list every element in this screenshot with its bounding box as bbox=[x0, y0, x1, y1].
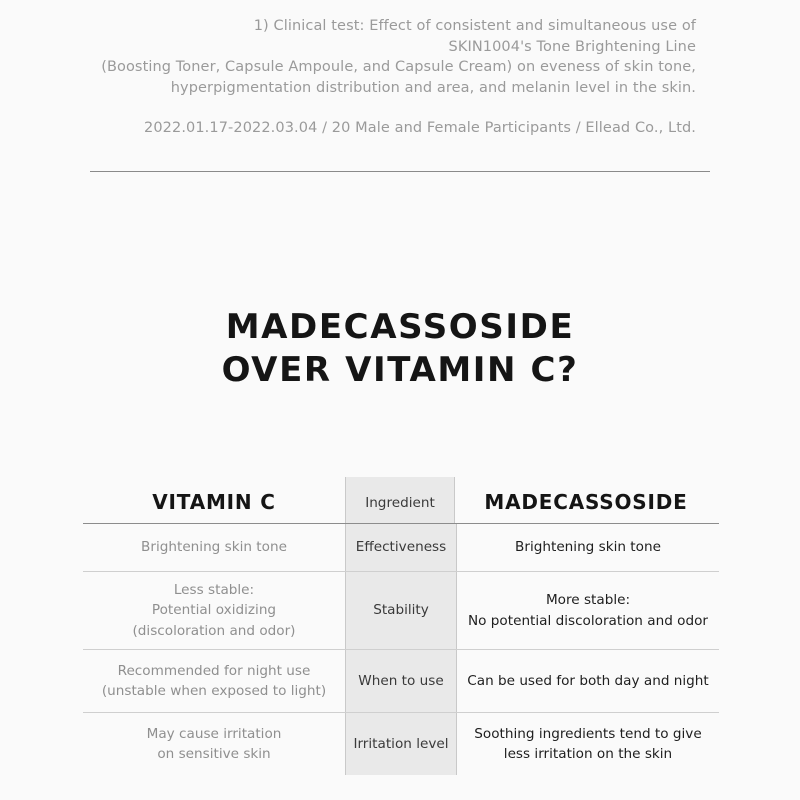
section-divider bbox=[90, 171, 710, 172]
attribute-cell: Irritation level bbox=[345, 713, 457, 775]
page-headline bbox=[0, 306, 800, 392]
table-row-effectiveness bbox=[83, 524, 719, 572]
cell-text: Soothing ingredients tend to give bbox=[474, 725, 702, 742]
madecassoside-cell bbox=[457, 713, 719, 775]
comparison-table bbox=[83, 477, 719, 775]
cell-text: Less stable: bbox=[173, 581, 255, 598]
footnote-line: hyperpigmentation distribution and area, and melanin level in the skin. bbox=[170, 79, 696, 96]
footnote-test-details: 2022.01.17-2022.03.04 / 20 Male and Female Participants / Ellead Co., Ltd. bbox=[144, 120, 696, 136]
vitamin-c-cell bbox=[83, 713, 345, 775]
cell-text: No potential discoloration and odor bbox=[468, 612, 708, 629]
clinical-test-footnote bbox=[56, 16, 696, 139]
attribute-cell: Effectiveness bbox=[345, 524, 457, 571]
footnote-line: 1) Clinical test: Effect of consistent and simultaneous use of bbox=[253, 18, 696, 34]
madecassoside-cell bbox=[457, 572, 719, 649]
cell-text: less irritation on the skin bbox=[503, 746, 673, 762]
madecassoside-cell bbox=[457, 524, 719, 571]
attribute-cell: When to use bbox=[345, 650, 457, 712]
footnote-line: SKIN1004's Tone Brightening Line bbox=[448, 38, 696, 55]
cell-text: May cause irritation bbox=[146, 725, 282, 742]
headline-line-1: MADECASSOSIDE bbox=[225, 307, 575, 347]
attribute-cell: Stability bbox=[345, 572, 457, 649]
table-row-irritation-level bbox=[83, 713, 719, 775]
table-header-row bbox=[83, 477, 719, 524]
madecassoside-cell bbox=[457, 650, 719, 712]
column-header-madecassoside: MADECASSOSIDE bbox=[484, 489, 688, 514]
cell-text: Brightening skin tone bbox=[515, 539, 661, 556]
cell-text: Potential oxidizing bbox=[151, 602, 277, 619]
headline-line-2: OVER VITAMIN C? bbox=[221, 350, 579, 390]
table-row-when-to-use bbox=[83, 650, 719, 713]
cell-text: Brightening skin tone bbox=[141, 539, 287, 556]
table-row-stability bbox=[83, 572, 719, 650]
cell-text: Can be used for both day and night bbox=[467, 672, 709, 689]
cell-text: (discoloration and odor) bbox=[132, 622, 296, 639]
vitamin-c-cell bbox=[83, 650, 345, 712]
cell-text: Recommended for night use bbox=[117, 662, 311, 679]
vitamin-c-cell bbox=[83, 524, 345, 571]
column-header-vitamin-c: VITAMIN C bbox=[152, 489, 276, 514]
footnote-line: (Boosting Toner, Capsule Ampoule, and Capsule Cream) on eveness of skin tone, bbox=[101, 59, 696, 75]
cell-text: on sensitive skin bbox=[157, 746, 271, 762]
cell-text: (unstable when exposed to light) bbox=[101, 683, 327, 699]
cell-text: More stable: bbox=[545, 592, 631, 608]
column-header-ingredient: Ingredient bbox=[345, 477, 455, 523]
vitamin-c-cell bbox=[83, 572, 345, 649]
